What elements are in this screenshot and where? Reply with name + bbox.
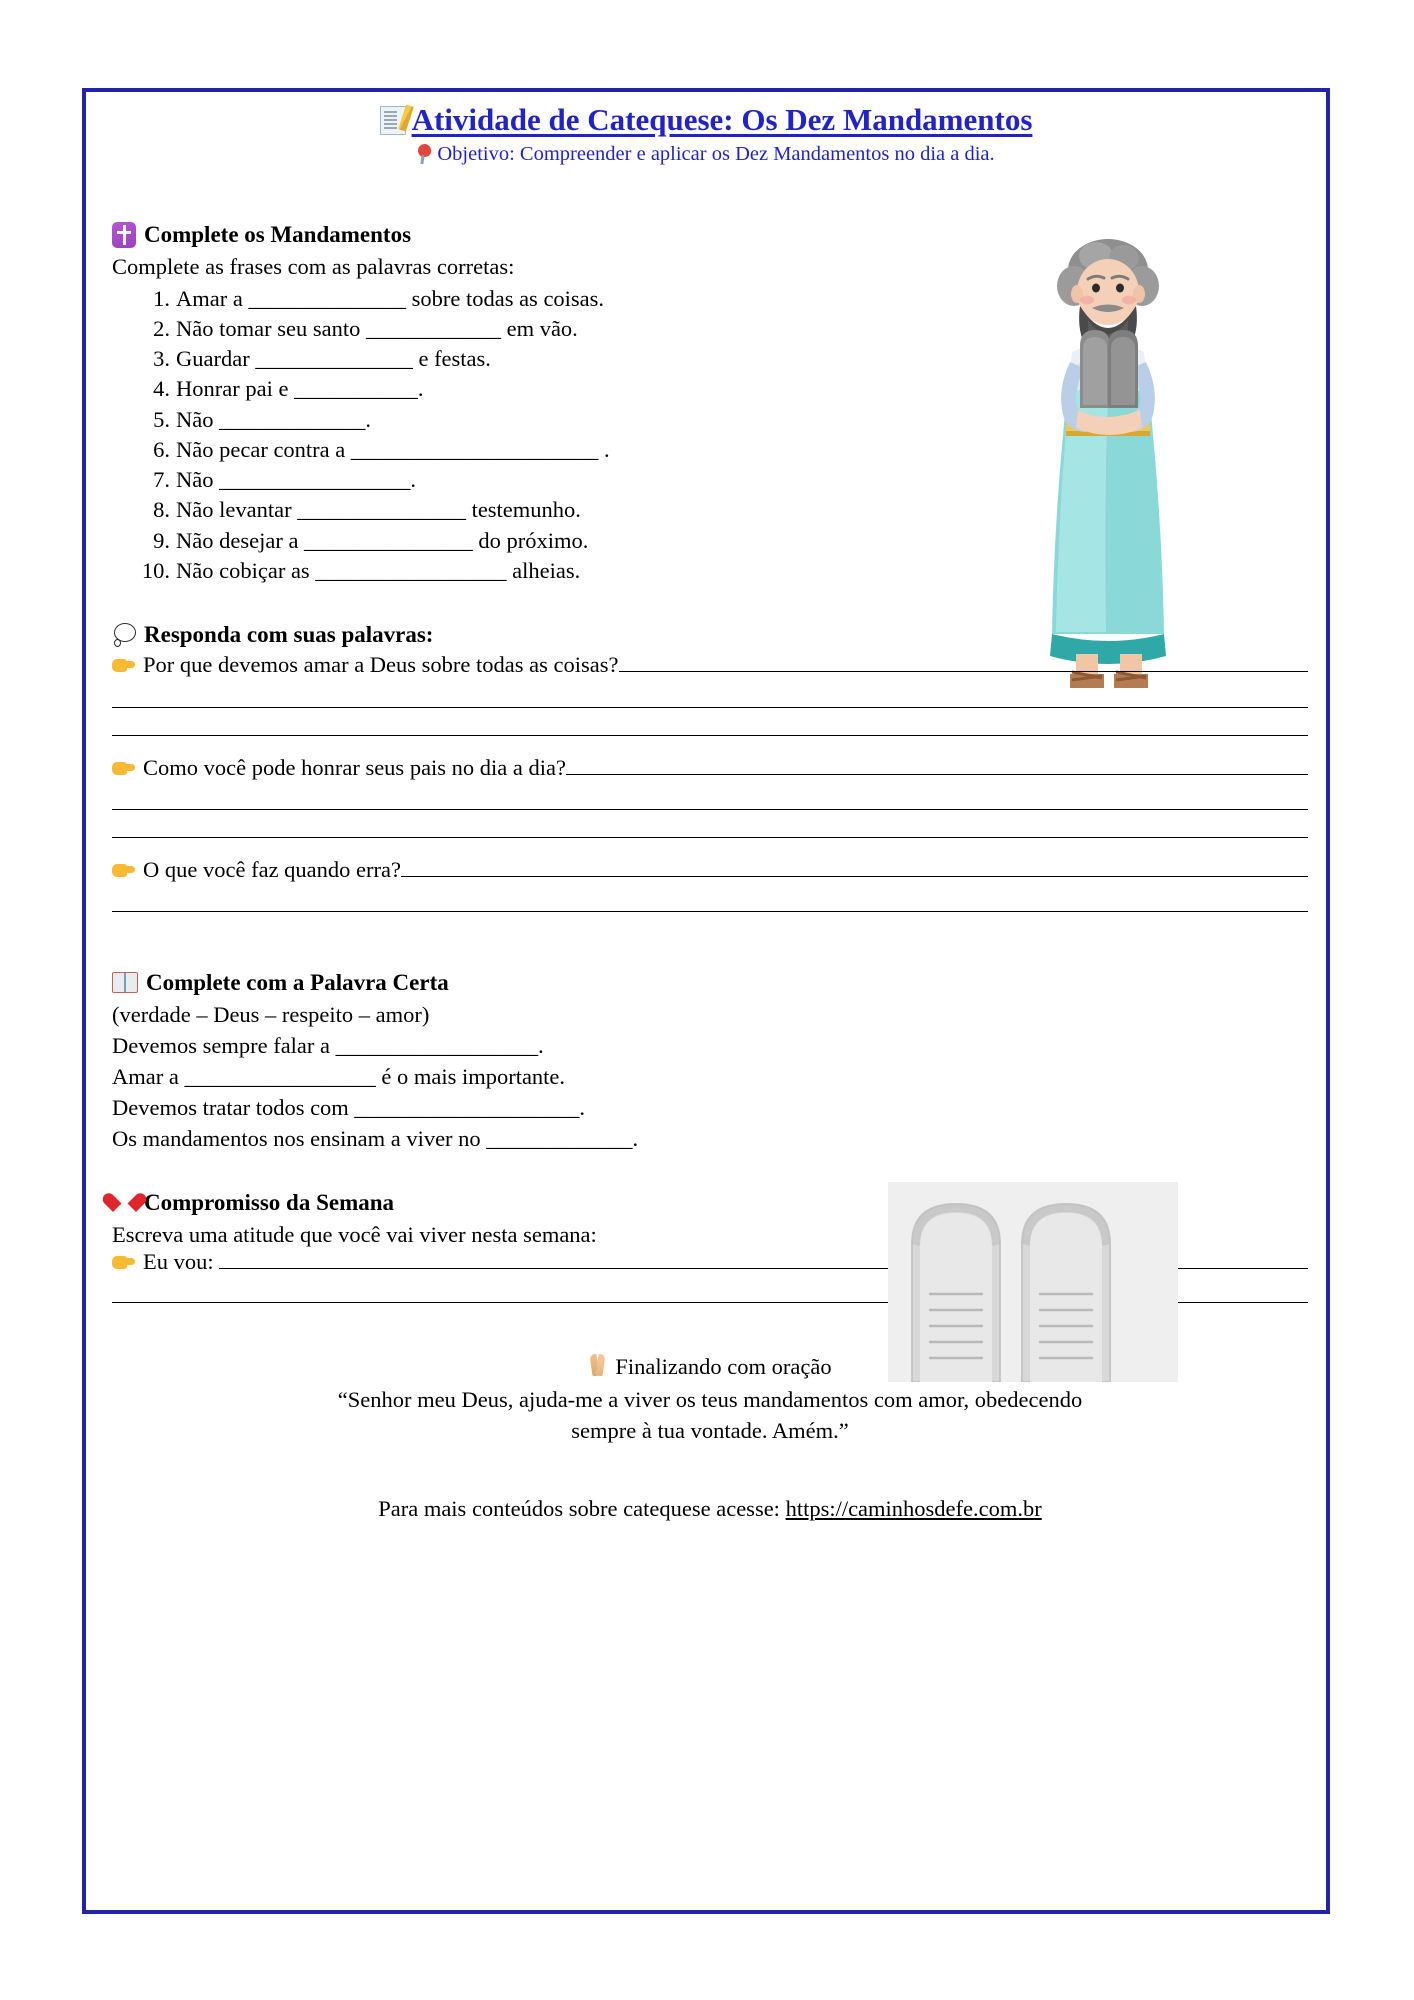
cross-icon [112, 222, 136, 248]
word-bank: (verdade – Deus – respeito – amor) [112, 1002, 430, 1028]
list-item: Amar a ______________ sobre todas as coisas. [176, 285, 605, 311]
question-row [112, 651, 1308, 679]
list-item: Honrar pai e ___________. [176, 376, 424, 402]
commitment-label-wrap [112, 1249, 219, 1275]
question-row [112, 754, 1308, 782]
question-text-wrap [112, 856, 401, 884]
question-text: Como você pode honrar seus pais no dia a dia? [143, 754, 567, 780]
speech-bubble-icon [112, 622, 137, 647]
list-item: Não _____________. [176, 406, 371, 432]
memo-icon [380, 106, 406, 135]
site-link[interactable]: https://caminhosdefe.com.br [785, 1495, 1042, 1521]
section4-instruction: Escreva uma atitude que você vai viver nesta semana: [112, 1221, 597, 1247]
open-book-icon [112, 972, 138, 993]
answer-rule[interactable] [112, 809, 1308, 810]
pointing-hand-icon [112, 860, 136, 881]
fill-in-line: Devemos sempre falar a __________________. [112, 1033, 544, 1059]
pointing-hand-icon [112, 655, 136, 676]
heart-icon [112, 1192, 136, 1214]
section1-instruction: Complete as frases com as palavras corretas: [112, 254, 515, 279]
list-item: Guardar ______________ e festas. [176, 346, 491, 372]
list-item: Não tomar seu santo ____________ em vão. [176, 315, 578, 341]
pointing-hand-icon [112, 758, 136, 779]
worksheet-page [82, 88, 1330, 1914]
answer-rule[interactable] [566, 774, 1308, 775]
section-heading-answers [112, 622, 1308, 647]
objective-line [86, 142, 1326, 167]
question-text: Por que devemos amar a Deus sobre todas as coisas? [143, 652, 619, 678]
list-item: Não _________________. [176, 467, 416, 493]
question-text: O que você faz quando erra? [143, 856, 401, 882]
list-item: Não pecar contra a ______________________ . [176, 436, 610, 462]
stone-tablets-illustration [888, 1182, 1178, 1382]
prayer-heading-text: Finalizando com oração [615, 1354, 832, 1380]
list-item: Não levantar _______________ testemunho. [176, 497, 581, 523]
prayer-line-1: “Senhor meu Deus, ajuda-me a viver os teus mandamentos com amor, obedecendo [337, 1387, 1083, 1413]
prayer-line-2: sempre à tua vontade. Amém.” [571, 1418, 849, 1444]
section2-heading-text: Responda com suas palavras: [144, 622, 434, 648]
fill-in-line: Amar a _________________ é o mais importante. [112, 1064, 566, 1090]
section1-heading-text: Complete os Mandamentos [144, 222, 412, 248]
answer-rule[interactable] [401, 876, 1308, 877]
site-reference [112, 1493, 1308, 1524]
section-heading-right-word [112, 970, 1308, 995]
question-row [112, 856, 1308, 884]
page-title [86, 102, 1326, 138]
objective-text: Objetivo: Compreender e aplicar os Dez Mandamentos no dia a dia. [437, 142, 995, 165]
pointing-hand-icon [112, 1252, 136, 1273]
pushpin-icon [417, 144, 432, 164]
commitment-label: Eu vou: [143, 1249, 214, 1275]
list-item: Não desejar a _______________ do próximo. [176, 527, 589, 553]
section4-heading-text: Compromisso da Semana [144, 1190, 395, 1216]
answer-rule[interactable] [619, 671, 1309, 672]
question-text-wrap [112, 754, 566, 782]
praying-hands-icon [588, 1354, 608, 1378]
site-prefix: Para mais conteúdos sobre catequese acesse: [378, 1495, 786, 1521]
question-text-wrap [112, 651, 619, 679]
section3-heading-text: Complete com a Palavra Certa [146, 969, 449, 995]
commandments-list [112, 284, 1308, 587]
fill-in-line: Devemos tratar todos com ____________________. [112, 1095, 586, 1121]
answer-rule[interactable] [112, 707, 1308, 708]
section-heading-commandments [112, 222, 1308, 248]
page-title-text: Atividade de Catequese: Os Dez Mandamentos [411, 102, 1033, 137]
fill-in-line: Os mandamentos nos ensinam a viver no _____________. [112, 1126, 639, 1152]
document-header [86, 92, 1326, 166]
list-item: Não cobiçar as _________________ alheias. [176, 557, 581, 583]
